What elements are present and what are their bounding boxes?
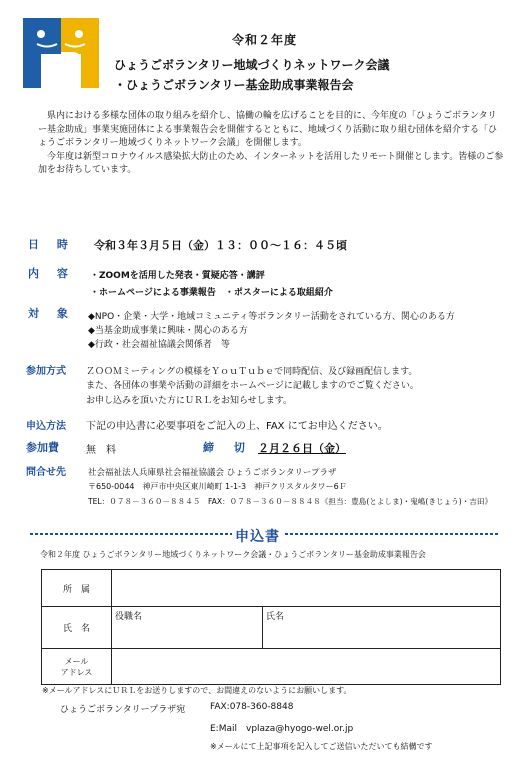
target-item: ◆行政・社会福祉協議会関係者 等 [88,340,230,350]
method-line: ＺＯＯＭミーティングの模様をＹｏｕＴｕｂｅで同時配信、及び録画配信します。 [86,367,418,377]
fee-label: 参加費 [26,441,59,454]
hyogo-volunteer-plaza-logo [23,18,99,88]
event-title-line2: ・ひょうごボランタリー基金助成事業報告会 [114,78,354,92]
apply-label: 申込方法 [26,421,66,432]
email-field[interactable] [112,649,501,685]
target-label: 対 象 [28,307,75,320]
email-label [42,649,112,685]
contact-organization: 社会福祉法人兵庫県社会福祉協議会 ひょうごボランタリープラザ [88,468,337,478]
fee-value: 無 料 [86,445,116,456]
email-label-line1: メール [64,656,89,666]
name-hint: 氏名 [266,612,285,622]
method-line: お申し込みを頂いた方にＵＲＬをお知らせします。 [86,396,293,406]
position-field[interactable] [112,607,263,649]
content-item: ・ZOOMを活用した発表・質疑応答・講評 [90,271,265,281]
method-label: 参加方式 [26,366,66,377]
contact-address: 〒650-0044 神戸市中央区東川崎町 1-1-3 神戸クリスタルタワー6Ｆ [88,482,347,491]
apply-value: 下記の申込書に必要事項をご記入の上、FAX にてお申込ください。 [86,421,388,432]
intro-paragraph-2: 今年度は新型コロナウイルス感染拡大防止のため、インターネットを活用したリモート開催とします。皆様のご参加をお待ちしています。 [38,151,504,175]
application-form-subtitle: 令和２年度 ひょうごボランタリー地域づくりネットワーク会議・ひょうごボランタリー基金助成事業報告会 [40,550,426,559]
affiliation-label: 所 属 [42,570,112,607]
target-item: ◆NPO・企業・大学・地域コミュニティ等ボランタリー活動をされている方、関心のある方 [88,312,455,322]
deadline-label: 締 切 [203,441,253,454]
intro-text [38,110,504,178]
event-title-line1: ひょうごボランタリー地域づくりネットワーク会議 [114,58,390,72]
contact-phone-fax: TEL：０７８－３６０－８８４５ FAX：０７８－３６０－８８４８《担当：豊島(とよしま)・鬼嶋(きじょう)・吉田》 [88,497,493,506]
name-label: 氏 名 [42,607,112,649]
name-field[interactable] [263,607,501,649]
email-address: E:Mail vplaza@hyogo-wel.or.jp [210,724,354,734]
date-value: 令和３年３月５日（金）１３：００～１６：４５頃 [94,239,347,252]
intro-paragraph-1: 県内における多様な団体の取り組みを紹介し、協働の輪を広げることを目的に、今年度の「ひょうごボランタリー基金助成」事業実施団体による事業報告会を開催するとともに、地域づくり活動に取り組む団体を紹介する「ひょうごボランタリー地域づくりネットワーク会議」を開催します。 [38,111,498,148]
event-year: 令和２年度 [232,33,298,47]
footnote: ※メールにて上記事項を記入してご送信いただいても結構です [210,742,433,751]
application-form-title: 申込書 [232,526,283,546]
email-label-line2: アドレス [60,667,93,677]
target-item: ◆当基金助成事業に興味・関心のある方 [88,326,248,336]
application-form-table [41,569,501,685]
date-label: 日 時 [28,238,75,251]
content-label: 内 容 [28,267,75,280]
contact-label: 問合せ先 [26,467,66,478]
deadline-value: ２月２６日（金） [258,442,346,455]
content-item: ・ホームページによる事業報告 ・ポスターによる取組紹介 [90,288,333,298]
affiliation-field[interactable] [112,570,501,607]
method-line: また、各団体の事業や活動の詳細をホームページに記載しますのでご覧ください。 [86,381,419,391]
email-note: ※メールアドレスにＵＲＬをお送りしますので、お間違えのないようにお願いします。 [42,686,352,695]
addressee: ひょうごボランタリープラザ宛 [60,705,186,715]
fax-number: FAX:078-360-8848 [210,702,294,712]
position-hint: 役職名 [115,612,143,622]
